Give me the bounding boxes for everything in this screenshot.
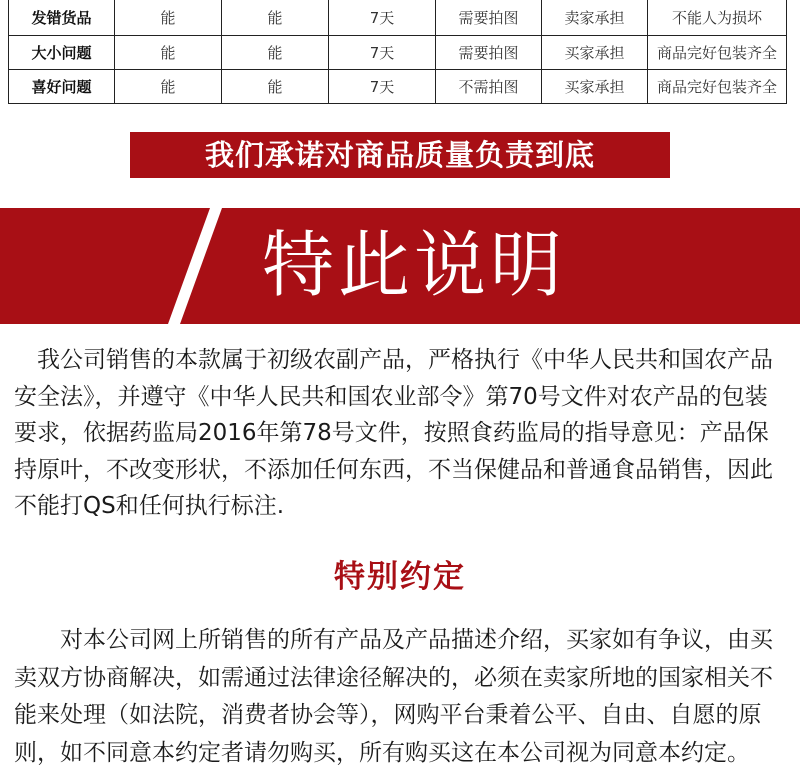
agreement-title: 特别约定 [334,559,466,595]
table-cell: 商品完好包装齐全 [648,70,787,104]
table-cell: 能 [222,36,329,70]
table-cell: 卖家承担 [542,0,648,36]
table-cell: 需要拍图 [436,36,542,70]
table-cell: 能 [115,36,222,70]
notice-title: 特此说明 [262,223,567,307]
notice-header-banner [0,208,800,324]
table-cell: 不需拍图 [436,70,542,104]
return-policy-table [8,0,787,104]
table-cell: 发错货品 [9,0,115,36]
table-cell: 7天 [329,0,436,36]
table-row [9,0,787,36]
table-cell: 不能人为损坏 [648,0,787,36]
quality-promise-banner: 我们承诺对商品质量负责到底 [130,132,670,178]
table-cell: 买家承担 [542,36,648,70]
table-row [9,70,787,104]
table-cell: 喜好问题 [9,70,115,104]
table-cell: 大小问题 [9,36,115,70]
agreement-paragraph [14,622,790,772]
agreement-paragraph-text: 对本公司网上所销售的所有产品及产品描述介绍，买家如有争议，由买卖双方协商解决，如需通过法律途径解决的，必须在卖家所地的国家相关不能来处理（如法院，消费者协会等），网购平台秉着公平、自由、自愿的原则，如不同意本约定者请勿购买，所有购买这在本公司视为同意本约定。 [14,627,773,766]
table-cell: 能 [115,0,222,36]
table-cell: 商品完好包装齐全 [648,36,787,70]
table-cell: 7天 [329,70,436,104]
table-cell: 7天 [329,36,436,70]
notice-paragraph-text: 我公司销售的本款属于初级农副产品，严格执行《中华人民共和国农产品安全法》，并遵守《中华人民共和国农业部令》第70号文件对农产品的包装要求，依据药监局2016年第78号文件，按照食药监局的指导意见：产品保持原叶，不改变形状，不添加任何东西，不当保健品和普通食品销售，因此不能打QS和任何执行标注. [14,347,773,519]
table-cell: 需要拍图 [436,0,542,36]
table-cell: 买家承担 [542,70,648,104]
table-cell: 能 [222,0,329,36]
table-row [9,36,787,70]
table-cell: 能 [222,70,329,104]
table-cell: 能 [115,70,222,104]
notice-paragraph [14,342,790,525]
